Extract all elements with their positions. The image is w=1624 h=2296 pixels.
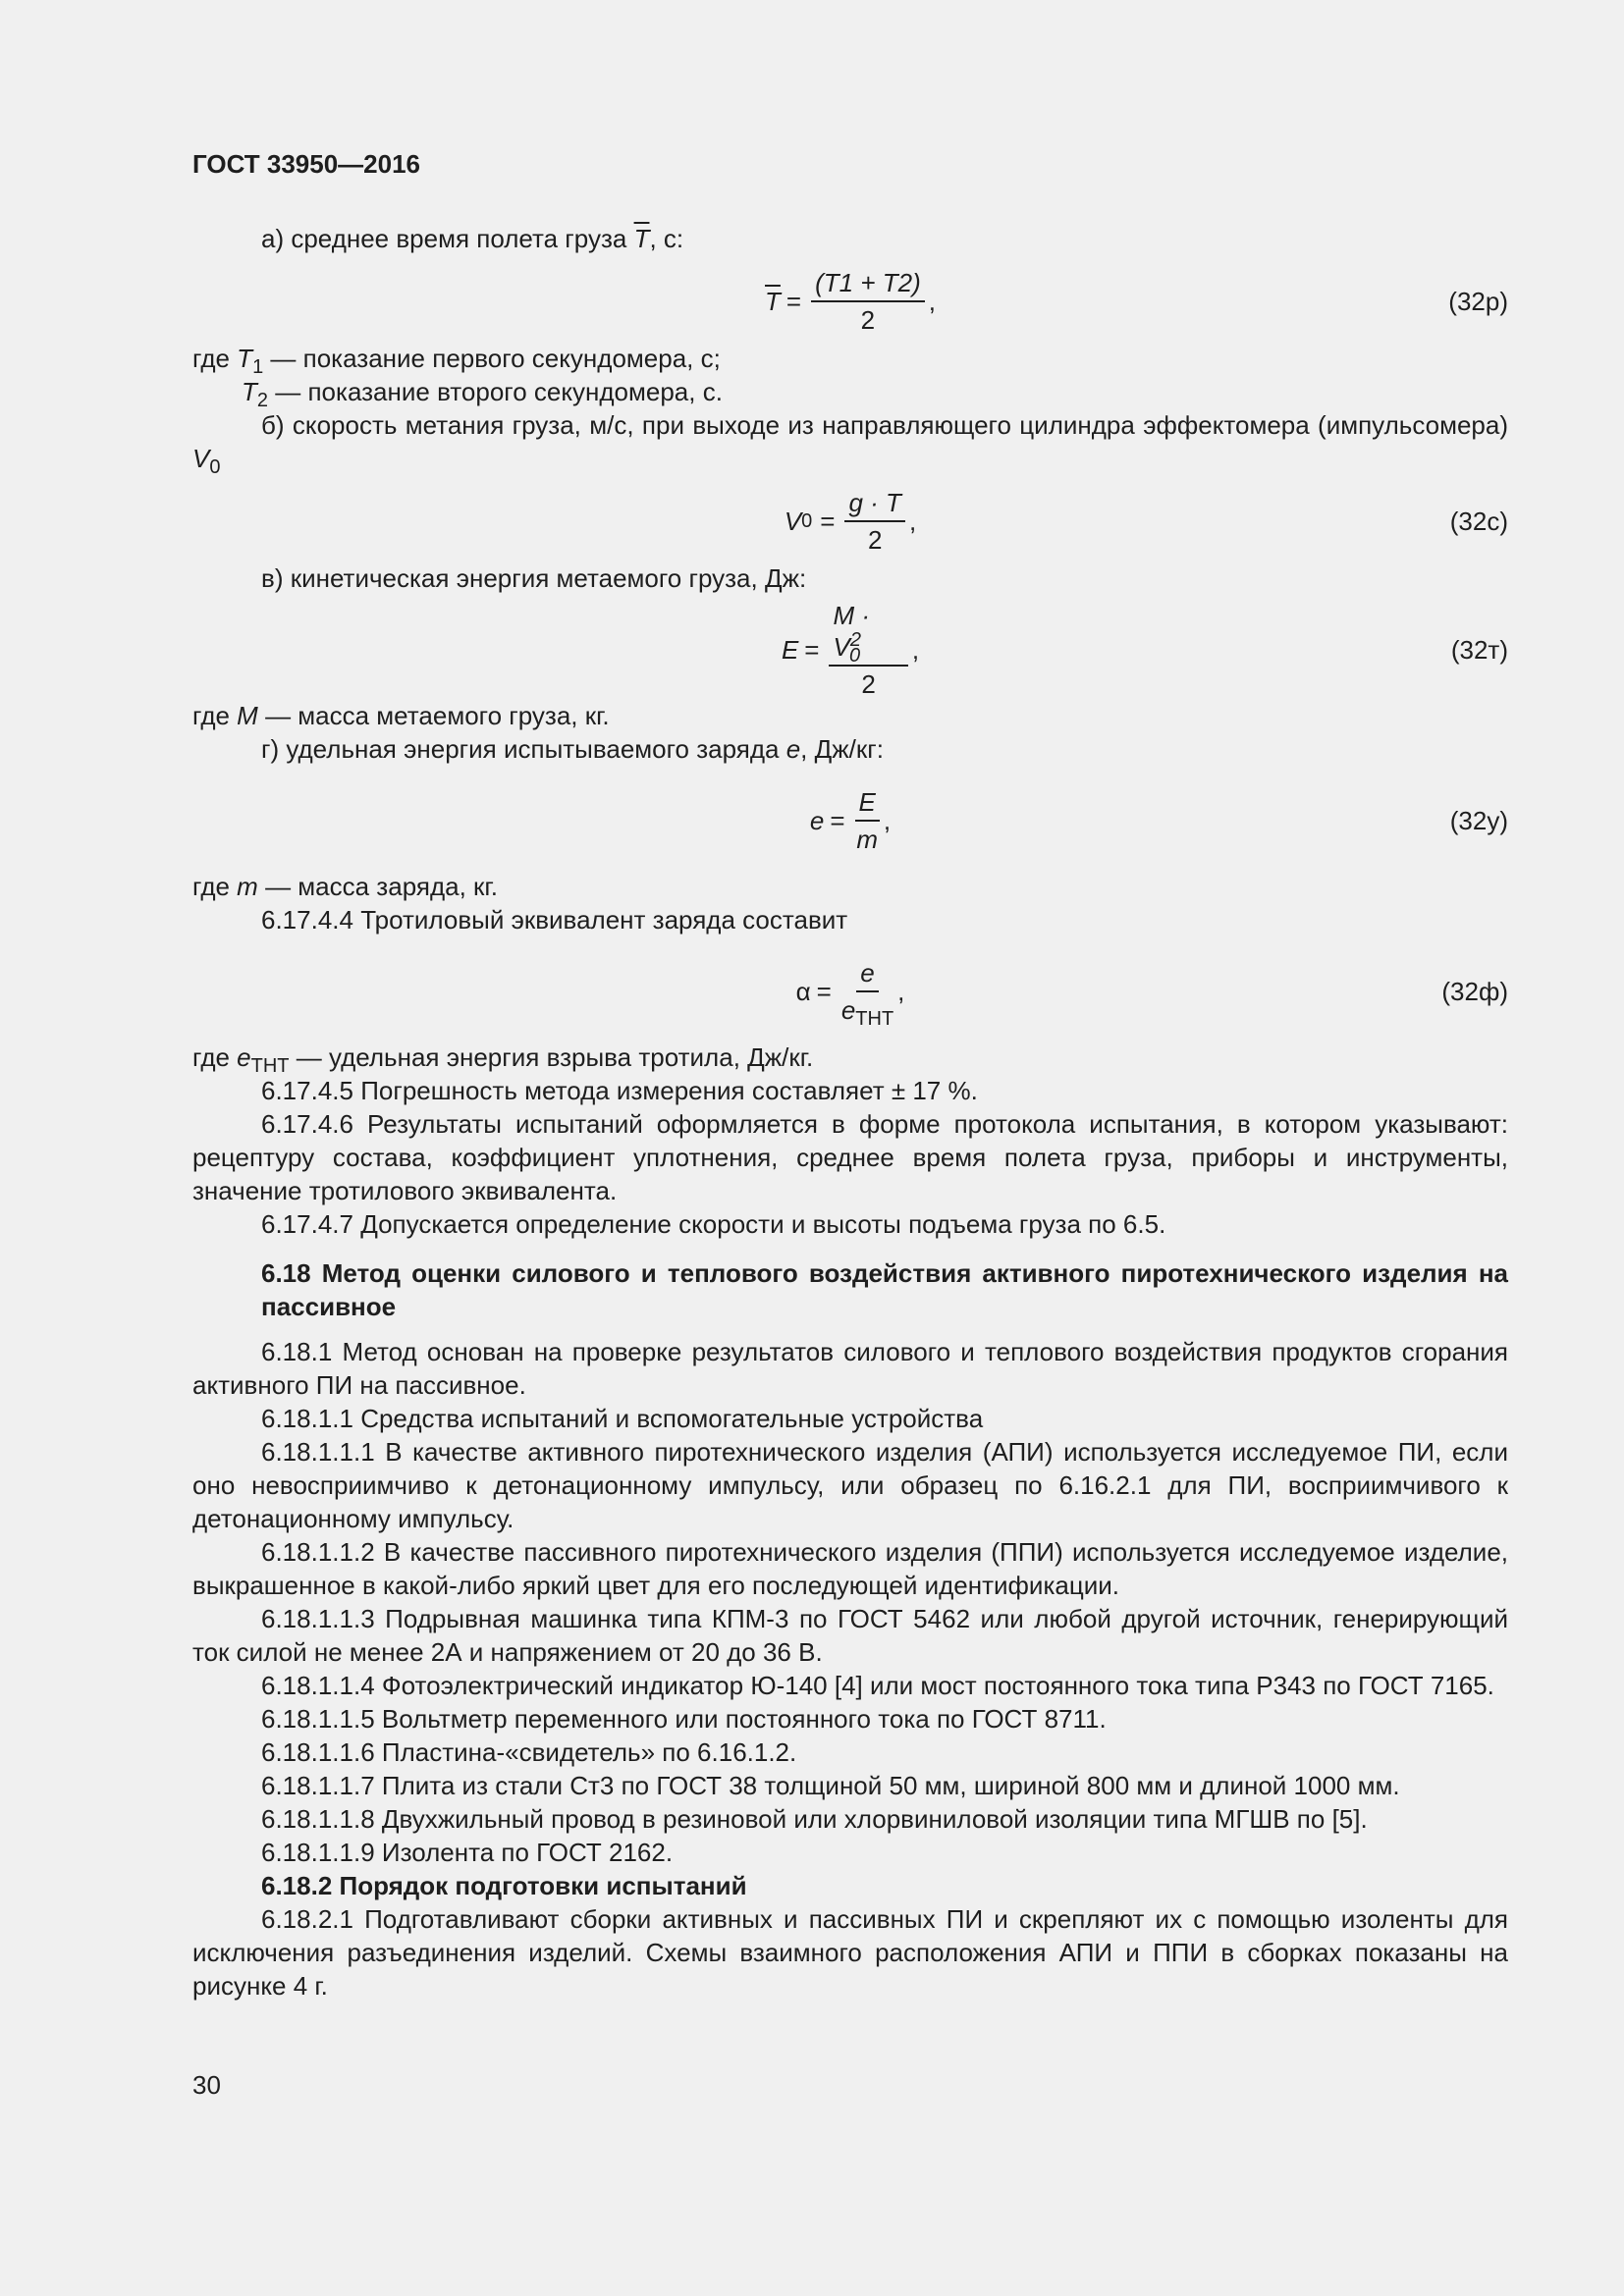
where-mass: где m — масса заряда, кг. [192, 872, 498, 901]
fraction: $\frac{E}{m}$ [856, 787, 879, 854]
equation-number: (32т) [1450, 635, 1508, 665]
para-6-18-1-1-5: 6.18.1.1.5 Вольтметр переменного или постоянного тока по ГОСТ 8711. [261, 1704, 1107, 1734]
equation-number: (32с) [1449, 507, 1508, 536]
item-b: б) скорость метания груза, м/с, при выходе из направляющего цилиндра эффектомера (импульсомера) $V_0$ [192, 410, 1508, 478]
para-6-18-1-1-6: 6.18.1.1.6 Пластина-«свидетель» по 6.16.1.2. [261, 1737, 797, 1767]
equation-number: (32у) [1449, 806, 1508, 835]
where-etnt: где $e_{ТНТ}$ — удельная энергия взрыва тротила, Дж/кг. [192, 1042, 814, 1077]
equation-32u: e = $\frac{E}{m}$ , (32у) [809, 787, 1508, 854]
para-6-18-1: 6.18.1 Метод основан на проверке результатов силового и теплового воздействия продуктов сгорания активного ПИ на пассивное. [192, 1337, 1508, 1400]
para-6-18-1-1-2: 6.18.1.1.2 В качестве пассивного пиротехнического изделия (ППИ) используется исследуемое изделие, выкрашенное в какой-либо яркий цвет для его последующей идентификации. [192, 1537, 1508, 1600]
para-6-18-1-1-4: 6.18.1.1.4 Фотоэлектрический индикатор Ю-140 [4] или мост постоянного тока типа Р343 по ГОСТ 7165. [261, 1671, 1494, 1700]
item-a: а) среднее время полета груза $\overline{T}$, с: [261, 224, 684, 253]
para-6-18-2-1: 6.18.2.1 Подготавливают сборки активных и пассивных ПИ и скрепляют их с помощью изоленты для исключения разъединения изделий. Схемы взаимного расположения АПИ и ППИ в сборках показаны на рисунке 4 г. [192, 1904, 1508, 2001]
para-6-18-1-1-9: 6.18.1.1.9 Изолента по ГОСТ 2162. [261, 1838, 674, 1867]
where-m: где M — масса метаемого груза, кг. [192, 701, 610, 730]
subsection-heading-6-18-2: 6.18.2 Порядок подготовки испытаний [261, 1871, 747, 1900]
section-heading-6-18: 6.18 Метод оценки силового и теплового воздействия активного пиротехнического изделия на пассивное [261, 1258, 1508, 1321]
para-6-17-4-6: 6.17.4.6 Результаты испытаний оформляется в форме протокола испытания, в котором указывают: рецептуру состава, коэффициент уплотнения, среднее время полета груза, приборы и инструменты, значение тротилового эквивалента. [192, 1109, 1508, 1205]
where-t2: $T_2$ — показание второго секундомера, с. [242, 377, 723, 411]
equation-32f: α = $\frac{e}{e_{ТНТ}}$ , (32ф) [795, 958, 1508, 1030]
equation-32p: $\overline{T}$ = $\frac{(T1 + T2)}{2}$ , (32р) [765, 268, 1508, 335]
item-v: в) кинетическая энергия метаемого груза, Дж: [261, 563, 807, 593]
para-6-18-1-1-3: 6.18.1.1.3 Подрывная машинка типа КПМ-3 по ГОСТ 5462 или любой другой источник, генерирующий ток силой не менее 2А и напряжением от 20 до 36 В. [192, 1604, 1508, 1667]
fraction: $\frac{e}{e_{ТНТ}}$ [840, 958, 894, 1030]
equation-number: (32р) [1448, 287, 1508, 316]
fraction: $\frac{(T1 + T2)}{2}$ [811, 267, 925, 336]
fraction: $\frac{g \cdot T}{2}$ [844, 487, 904, 556]
para-6-17-4-7: 6.17.4.7 Допускается определение скорости и высоты подъема груза по 6.5. [261, 1209, 1166, 1239]
page-number: 30 [192, 2070, 221, 2100]
document-body [192, 222, 1508, 2002]
para-6-17-4-4: 6.17.4.4 Тротиловый эквивалент заряда составит [261, 905, 848, 934]
para-6-18-1-1: 6.18.1.1 Средства испытаний и вспомогательные устройства [261, 1404, 984, 1433]
item-g: г) удельная энергия испытываемого заряда e, Дж/кг: [261, 734, 884, 764]
document-header: ГОСТ 33950—2016 [192, 149, 420, 179]
equation-32t: E = $\frac{M \cdot V^2_0}{2}$ , (32т) [781, 601, 1508, 699]
equation-number: (32ф) [1441, 977, 1508, 1006]
equation-32c: V 0 = $\frac{g \cdot T}{2}$ , (32с) [784, 488, 1508, 555]
para-6-17-4-5: 6.17.4.5 Погрешность метода измерения составляет ± 17 %. [261, 1076, 978, 1105]
fraction: $\frac{M \cdot V^2_0}{2}$ [829, 600, 907, 700]
para-6-18-1-1-1: 6.18.1.1.1 В качестве активного пиротехнического изделия (АПИ) используется исследуемое ПИ, если оно невосприимчиво к детонационному импульсу, или образец по 6.16.2.1 для ПИ, восприимчивого к детонационному импульсу. [192, 1437, 1508, 1533]
para-6-18-1-1-8: 6.18.1.1.8 Двухжильный провод в резиновой или хлорвиниловой изоляции типа МГШВ по [5]. [261, 1804, 1368, 1834]
para-6-18-1-1-7: 6.18.1.1.7 Плита из стали Ст3 по ГОСТ 38 толщиной 50 мм, шириной 800 мм и длиной 1000 мм. [261, 1771, 1400, 1800]
where-t1: где $T_1$ — показание первого секундомера, с; [192, 344, 721, 378]
